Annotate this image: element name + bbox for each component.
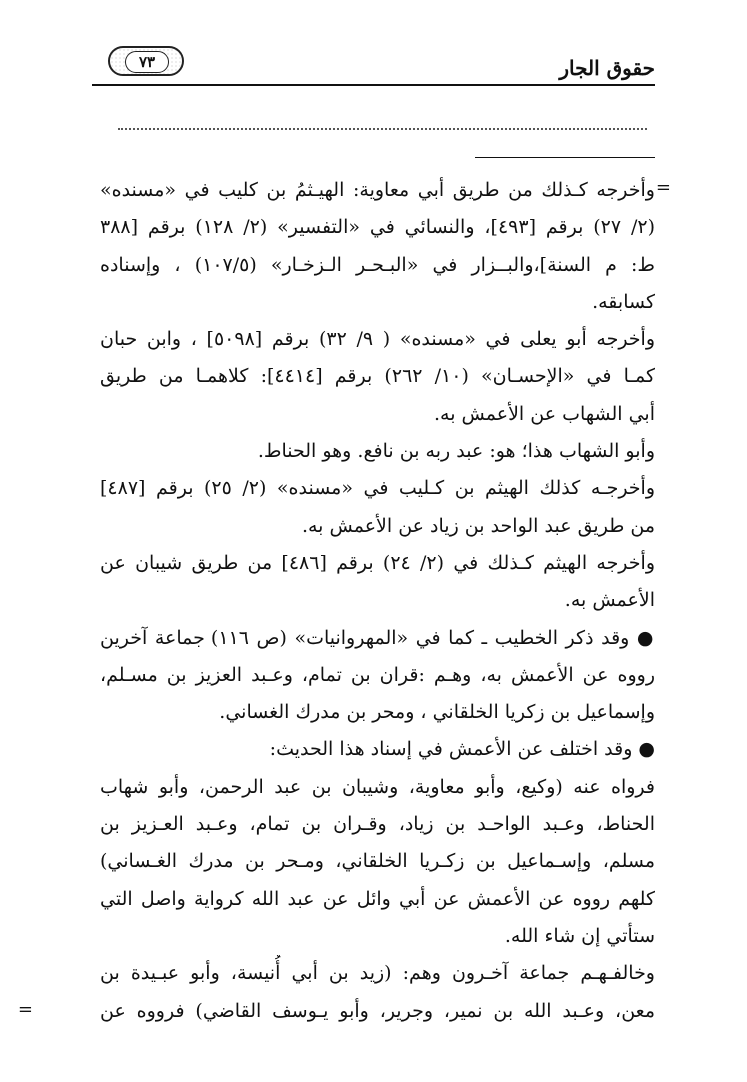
text-line: ● وقد ذكر الخطيب ـ كما في «المهروانيات» (ص ١١٦) جماعة آخرين [100,626,655,649]
text-line: الأعمش به. [564,589,655,612]
text-line: وأخرجه أبو يعلى في «مسنده» ( ٩/ ٣٢) برقم [٥٠٩٨] ، وابن حبان [100,328,655,351]
page-number: ٧٣ [125,51,169,73]
text-line: (٢/ ٢٧) برقم [٤٩٣]، والنسائي في «التفسير» (٢/ ١٢٨) برقم [٣٨٨ [100,216,655,239]
dotted-separator [118,128,647,130]
text-line: فرواه عنه (وكيع، وأبو معاوية، وشيبان بن عبد الرحمن، وأبو شهاب [100,775,655,798]
text-line: وأبو الشهاب هذا؛ هو: عبد ربه بن نافع. وهو الحناط. [257,440,655,463]
text-line: كسابقه. [592,290,655,313]
text-line: أبي الشهاب عن الأعمش به. [434,402,655,425]
footnote-text [100,172,655,1030]
text-line: وأخرجه الهيثم كـذلك في (٢/ ٢٤) برقم [٤٨٦] من طريق شيبان عن [100,551,655,574]
text-line: وإسماعيل بن زكريا الخلقاني ، ومحر بن مدرك الغساني. [219,701,655,724]
text-line: وأخرجه كـذلك من طريق أبي معاوية: الهيـثمُ بن كليب في «مسنده» [100,179,655,201]
text-line: ط: م السنة]،والبــزار في «البـحـر الـزخـار» (١٠٧/٥) ، وإسناده [100,253,655,276]
footnote-rule [475,157,655,158]
text-line: معن، وعـبد الله بن نمير، وجرير، وأبو يـوسف القاضي) فرووه عن [100,999,655,1022]
continuation-mark-bottom: = [17,999,33,1020]
page-number-badge [108,46,184,76]
text-line: وأخرجـه كذلك الهيثم بن كـليب في «مسنده» (٢/ ٢٥) برقم [٤٨٧] [100,477,655,500]
running-header-title: حقوق الجار [559,56,655,80]
text-line: من طريق عبد الواحد بن زياد عن الأعمش به. [301,514,655,537]
text-line: وخالفـهـم جماعة آخـرون وهم: (زيد بن أبي أُنيسة، وأبو عبـيدة بن [100,962,655,985]
continuation-mark-top: = [655,177,671,198]
text-line: ● وقد اختلف عن الأعمش في إسناد هذا الحديث: [269,738,655,761]
text-line: مسلم، وإسـماعيل بن زكـريا الخلقاني، ومـحر بن مدرك الغـساني) [100,850,655,873]
header-rule [92,84,655,86]
text-line: كلهم رووه عن الأعمش عن أبي وائل عن عبد الله كرواية واصل التي [100,887,655,910]
text-line: ستأتي إن شاء الله. [504,924,655,947]
text-line: الحناط، وعـبد الواحـد بن زياد، وقـران بن تمام، وعـبد العـزيز بن [100,813,655,836]
text-line: رووه عن الأعمش به، وهـم :قران بن تمام، وعـبد العزيز بن مسـلم، [100,663,655,686]
text-line: كمـا في «الإحسـان» (١٠/ ٢٦٢) برقم [٤٤١٤]: كلاهمـا من طريق [100,365,655,388]
